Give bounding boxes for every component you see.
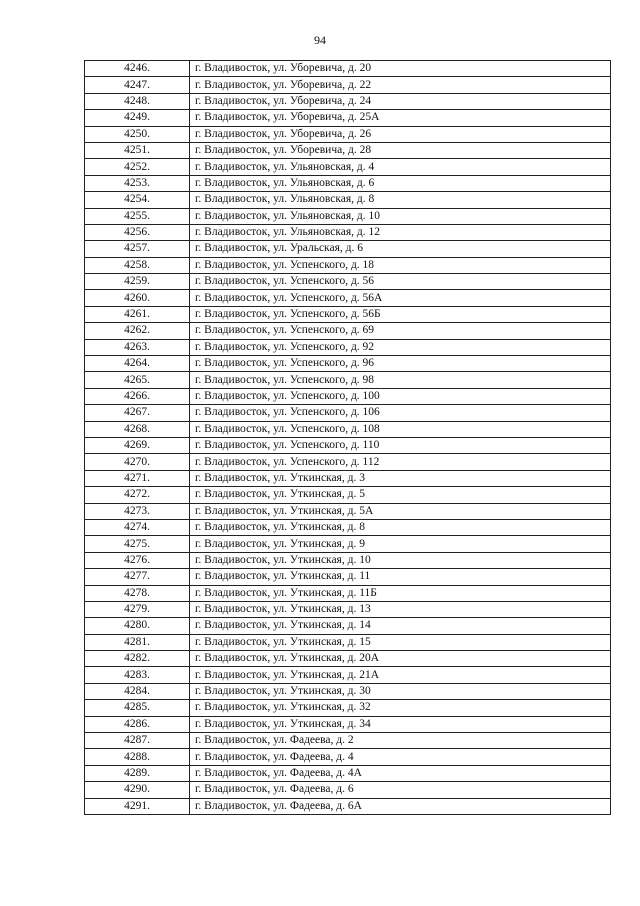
row-number-cell: 4288. — [85, 749, 190, 765]
address-cell: г. Владивосток, ул. Успенского, д. 112 — [190, 454, 611, 470]
row-number-cell: 4257. — [85, 241, 190, 257]
row-number-cell: 4270. — [85, 454, 190, 470]
address-cell: г. Владивосток, ул. Успенского, д. 108 — [190, 421, 611, 437]
address-cell: г. Владивосток, ул. Фадеева, д. 4 — [190, 749, 611, 765]
row-number-cell: 4249. — [85, 110, 190, 126]
row-number-cell: 4246. — [85, 61, 190, 77]
address-cell: г. Владивосток, ул. Уткинская, д. 8 — [190, 519, 611, 535]
table-body — [85, 61, 611, 815]
table-row — [85, 339, 611, 355]
address-cell: г. Владивосток, ул. Успенского, д. 98 — [190, 372, 611, 388]
address-cell: г. Владивосток, ул. Уткинская, д. 5А — [190, 503, 611, 519]
table-row — [85, 454, 611, 470]
row-number-cell: 4266. — [85, 388, 190, 404]
table-row — [85, 601, 611, 617]
table-row — [85, 208, 611, 224]
table-row — [85, 110, 611, 126]
row-number-cell: 4279. — [85, 601, 190, 617]
address-table — [84, 60, 611, 815]
address-cell: г. Владивосток, ул. Уткинская, д. 5 — [190, 487, 611, 503]
table-row — [85, 126, 611, 142]
table-row — [85, 93, 611, 109]
row-number-cell: 4256. — [85, 224, 190, 240]
table-row — [85, 159, 611, 175]
table-row — [85, 765, 611, 781]
table-row — [85, 552, 611, 568]
row-number-cell: 4275. — [85, 536, 190, 552]
table-row — [85, 405, 611, 421]
address-cell: г. Владивосток, ул. Ульяновская, д. 8 — [190, 192, 611, 208]
row-number-cell: 4277. — [85, 569, 190, 585]
address-cell: г. Владивосток, ул. Уткинская, д. 13 — [190, 601, 611, 617]
table-row — [85, 241, 611, 257]
row-number-cell: 4253. — [85, 175, 190, 191]
address-cell: г. Владивосток, ул. Успенского, д. 100 — [190, 388, 611, 404]
address-cell: г. Владивосток, ул. Уткинская, д. 11Б — [190, 585, 611, 601]
table-row — [85, 274, 611, 290]
table-row — [85, 356, 611, 372]
table-row — [85, 683, 611, 699]
row-number-cell: 4254. — [85, 192, 190, 208]
row-number-cell: 4273. — [85, 503, 190, 519]
table-row — [85, 421, 611, 437]
address-cell: г. Владивосток, ул. Уборевича, д. 24 — [190, 93, 611, 109]
table-row — [85, 782, 611, 798]
page-number: 94 — [314, 33, 326, 47]
row-number-cell: 4271. — [85, 470, 190, 486]
address-cell: г. Владивосток, ул. Успенского, д. 106 — [190, 405, 611, 421]
table-row — [85, 323, 611, 339]
row-number-cell: 4285. — [85, 700, 190, 716]
address-cell: г. Владивосток, ул. Фадеева, д. 6 — [190, 782, 611, 798]
table-row — [85, 667, 611, 683]
row-number-cell: 4276. — [85, 552, 190, 568]
address-cell: г. Владивосток, ул. Ульяновская, д. 6 — [190, 175, 611, 191]
row-number-cell: 4248. — [85, 93, 190, 109]
address-cell: г. Владивосток, ул. Уборевича, д. 20 — [190, 61, 611, 77]
address-cell: г. Владивосток, ул. Ульяновская, д. 12 — [190, 224, 611, 240]
table-row — [85, 503, 611, 519]
table-row — [85, 437, 611, 453]
address-cell: г. Владивосток, ул. Успенского, д. 56А — [190, 290, 611, 306]
table-row — [85, 61, 611, 77]
row-number-cell: 4265. — [85, 372, 190, 388]
row-number-cell: 4291. — [85, 798, 190, 814]
address-cell: г. Владивосток, ул. Уральская, д. 6 — [190, 241, 611, 257]
table-row — [85, 798, 611, 814]
row-number-cell: 4272. — [85, 487, 190, 503]
row-number-cell: 4274. — [85, 519, 190, 535]
table-row — [85, 749, 611, 765]
address-cell: г. Владивосток, ул. Уткинская, д. 32 — [190, 700, 611, 716]
row-number-cell: 4261. — [85, 306, 190, 322]
table-row — [85, 634, 611, 650]
table-row — [85, 77, 611, 93]
address-cell: г. Владивосток, ул. Ульяновская, д. 4 — [190, 159, 611, 175]
row-number-cell: 4287. — [85, 733, 190, 749]
table-row — [85, 700, 611, 716]
address-cell: г. Владивосток, ул. Уткинская, д. 34 — [190, 716, 611, 732]
row-number-cell: 4267. — [85, 405, 190, 421]
row-number-cell: 4258. — [85, 257, 190, 273]
row-number-cell: 4269. — [85, 437, 190, 453]
table-row — [85, 569, 611, 585]
table-row — [85, 487, 611, 503]
address-cell: г. Владивосток, ул. Уборевича, д. 26 — [190, 126, 611, 142]
row-number-cell: 4286. — [85, 716, 190, 732]
row-number-cell: 4290. — [85, 782, 190, 798]
row-number-cell: 4252. — [85, 159, 190, 175]
table-row — [85, 585, 611, 601]
row-number-cell: 4283. — [85, 667, 190, 683]
table-row — [85, 388, 611, 404]
address-cell: г. Владивосток, ул. Фадеева, д. 4А — [190, 765, 611, 781]
row-number-cell: 4278. — [85, 585, 190, 601]
table-row — [85, 716, 611, 732]
row-number-cell: 4289. — [85, 765, 190, 781]
row-number-cell: 4260. — [85, 290, 190, 306]
row-number-cell: 4255. — [85, 208, 190, 224]
table-row — [85, 618, 611, 634]
address-cell: г. Владивосток, ул. Успенского, д. 56 — [190, 274, 611, 290]
row-number-cell: 4280. — [85, 618, 190, 634]
address-cell: г. Владивосток, ул. Уткинская, д. 15 — [190, 634, 611, 650]
table-row — [85, 733, 611, 749]
address-cell: г. Владивосток, ул. Ульяновская, д. 10 — [190, 208, 611, 224]
row-number-cell: 4250. — [85, 126, 190, 142]
address-cell: г. Владивосток, ул. Уборевича, д. 28 — [190, 142, 611, 158]
address-cell: г. Владивосток, ул. Успенского, д. 56Б — [190, 306, 611, 322]
table-row — [85, 651, 611, 667]
address-cell: г. Владивосток, ул. Успенского, д. 96 — [190, 356, 611, 372]
table-row — [85, 175, 611, 191]
row-number-cell: 4262. — [85, 323, 190, 339]
address-cell: г. Владивосток, ул. Уткинская, д. 14 — [190, 618, 611, 634]
table-row — [85, 519, 611, 535]
address-cell: г. Владивосток, ул. Фадеева, д. 2 — [190, 733, 611, 749]
row-number-cell: 4259. — [85, 274, 190, 290]
address-cell: г. Владивосток, ул. Уткинская, д. 30 — [190, 683, 611, 699]
address-cell: г. Владивосток, ул. Уткинская, д. 11 — [190, 569, 611, 585]
table-row — [85, 142, 611, 158]
address-cell: г. Владивосток, ул. Успенского, д. 110 — [190, 437, 611, 453]
table-row — [85, 257, 611, 273]
address-cell: г. Владивосток, ул. Успенского, д. 92 — [190, 339, 611, 355]
row-number-cell: 4263. — [85, 339, 190, 355]
table-row — [85, 470, 611, 486]
address-cell: г. Владивосток, ул. Фадеева, д. 6А — [190, 798, 611, 814]
table-row — [85, 536, 611, 552]
row-number-cell: 4281. — [85, 634, 190, 650]
address-cell: г. Владивосток, ул. Уборевича, д. 25А — [190, 110, 611, 126]
address-cell: г. Владивосток, ул. Успенского, д. 69 — [190, 323, 611, 339]
row-number-cell: 4268. — [85, 421, 190, 437]
address-cell: г. Владивосток, ул. Уткинская, д. 20А — [190, 651, 611, 667]
row-number-cell: 4251. — [85, 142, 190, 158]
address-cell: г. Владивосток, ул. Уткинская, д. 9 — [190, 536, 611, 552]
table-row — [85, 290, 611, 306]
table-row — [85, 306, 611, 322]
table-row — [85, 224, 611, 240]
row-number-cell: 4284. — [85, 683, 190, 699]
row-number-cell: 4282. — [85, 651, 190, 667]
address-cell: г. Владивосток, ул. Уткинская, д. 21А — [190, 667, 611, 683]
table-row — [85, 372, 611, 388]
address-cell: г. Владивосток, ул. Уткинская, д. 10 — [190, 552, 611, 568]
address-cell: г. Владивосток, ул. Успенского, д. 18 — [190, 257, 611, 273]
row-number-cell: 4264. — [85, 356, 190, 372]
table-row — [85, 192, 611, 208]
address-cell: г. Владивосток, ул. Уборевича, д. 22 — [190, 77, 611, 93]
row-number-cell: 4247. — [85, 77, 190, 93]
address-cell: г. Владивосток, ул. Уткинская, д. 3 — [190, 470, 611, 486]
